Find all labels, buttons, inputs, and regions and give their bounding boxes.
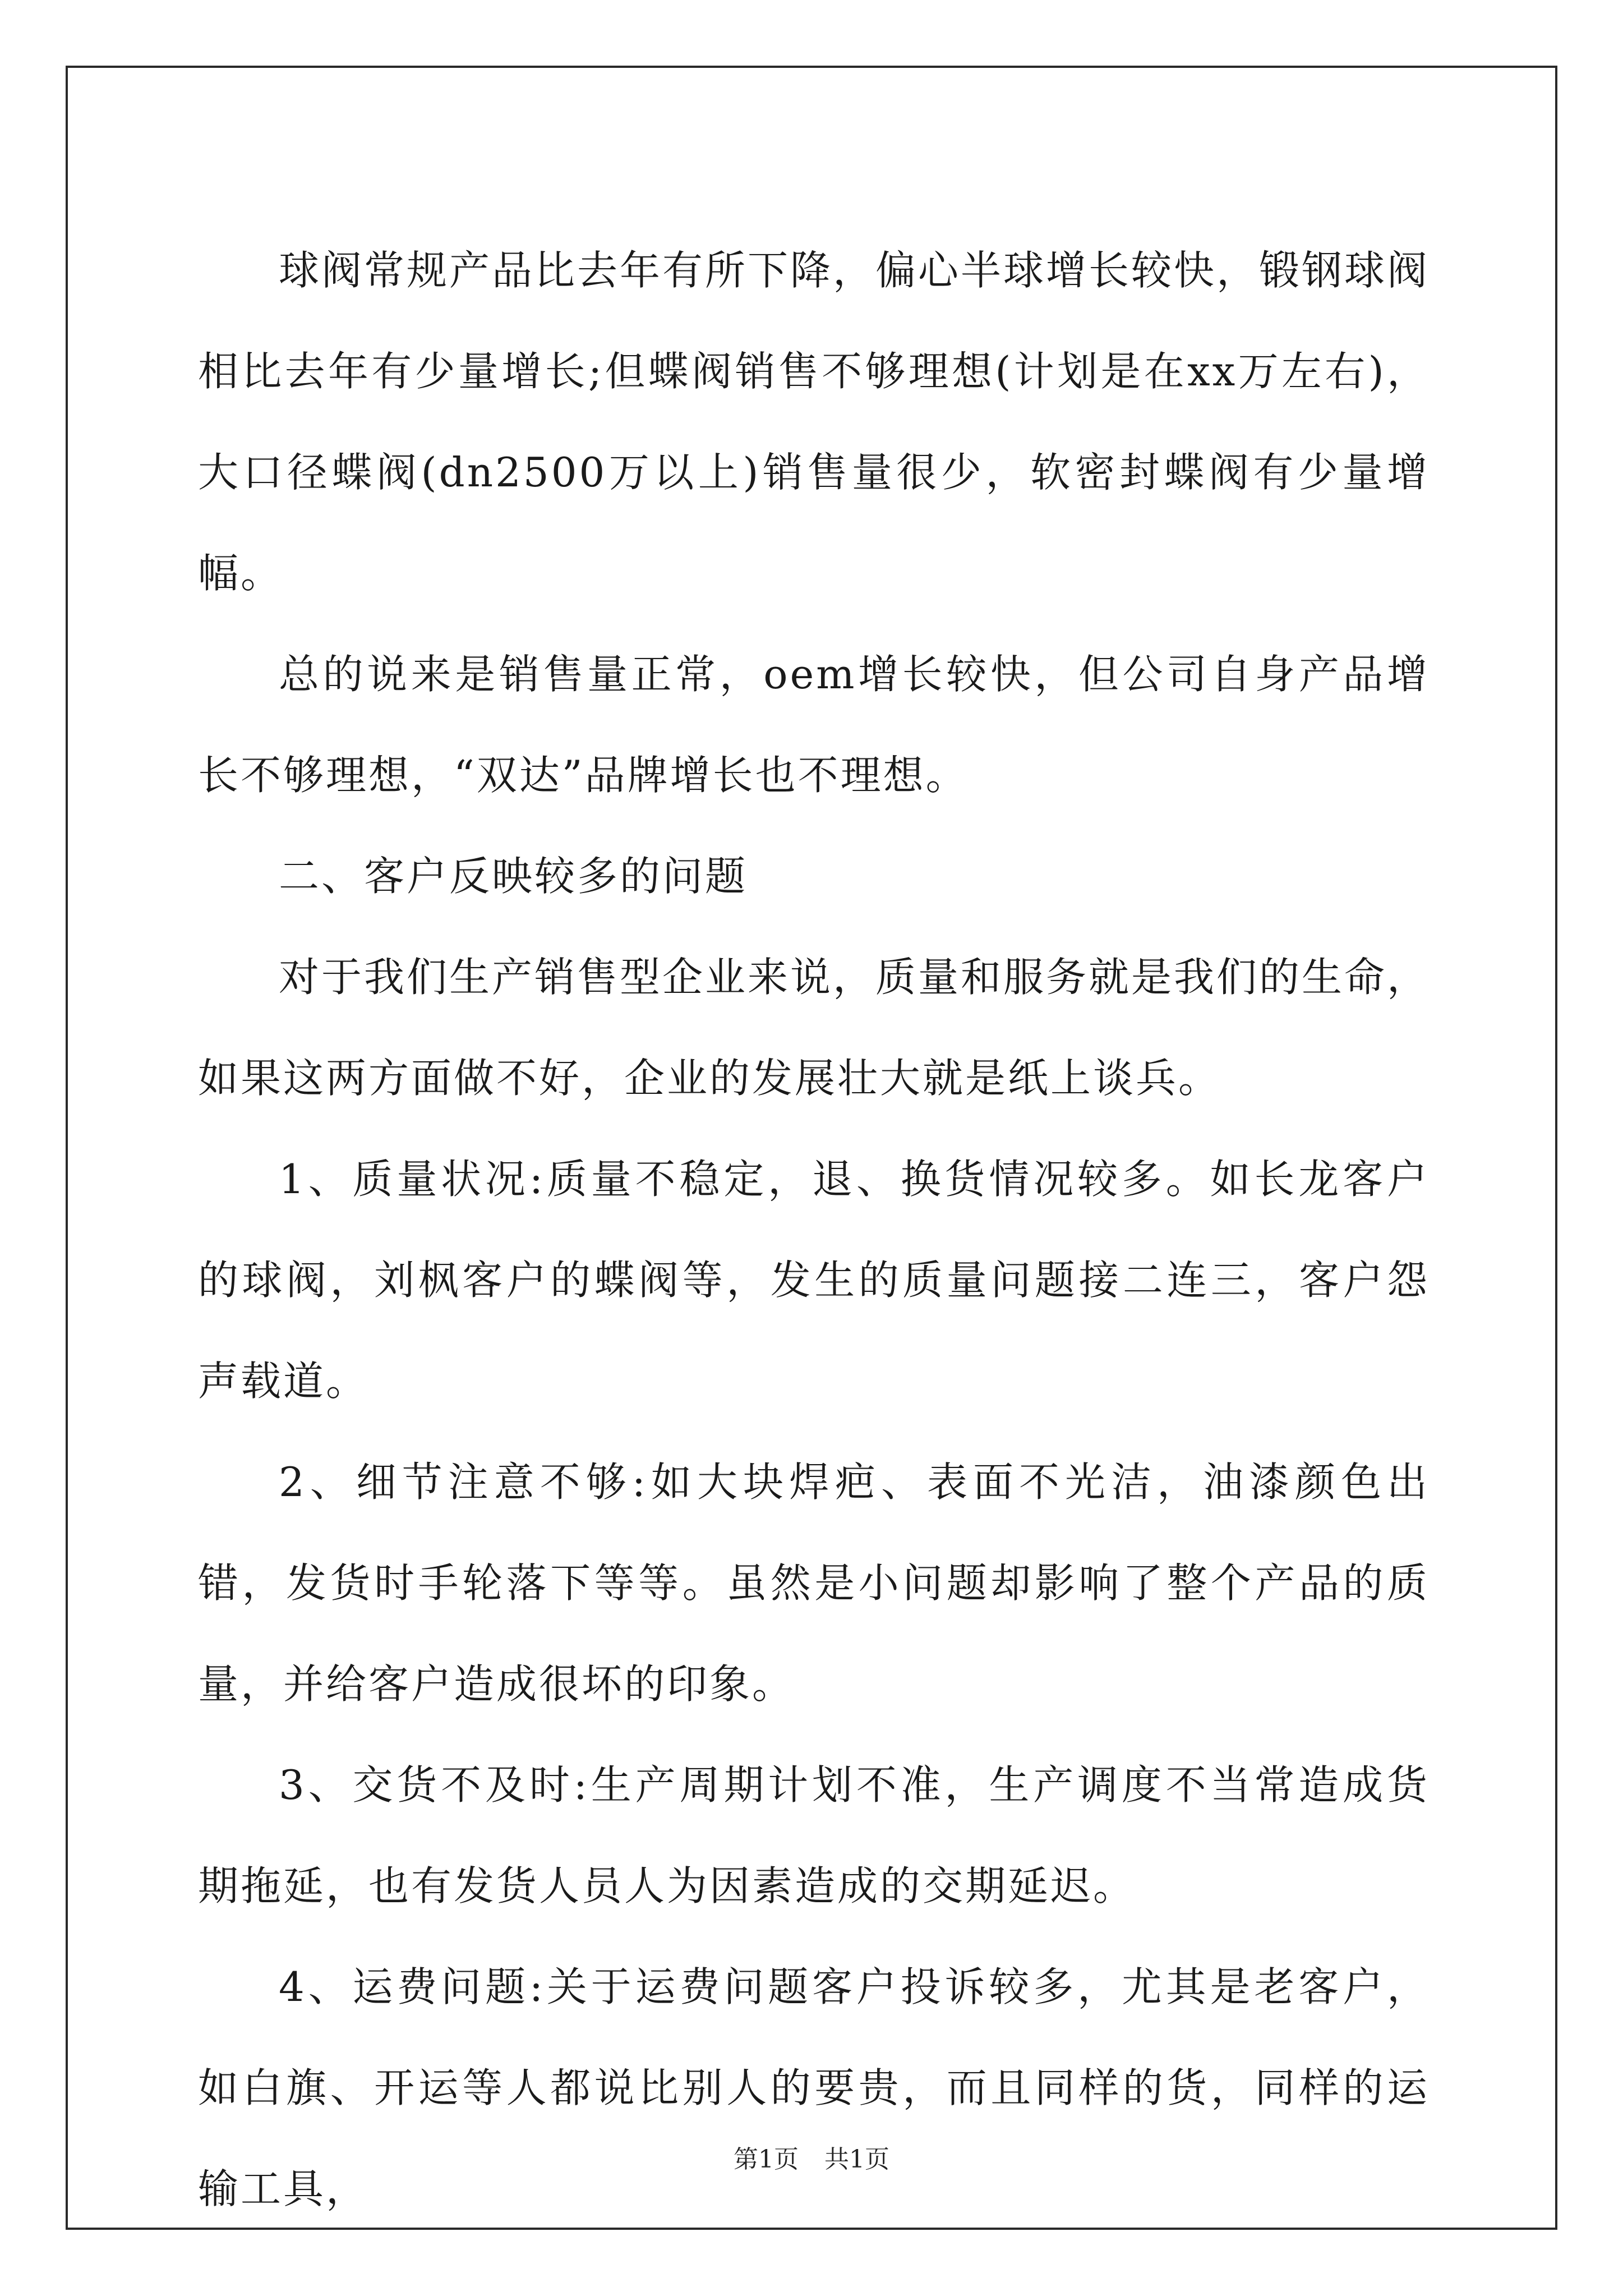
paragraph-quality-service: 对于我们生产销售型企业来说，质量和服务就是我们的生命，如果这两方面做不好，企业的发展壮大就是纸上谈兵。	[198, 954, 1430, 1102]
document-body	[198, 220, 1430, 2239]
page-total: 共1页	[824, 2145, 889, 2174]
list-item-delivery: 3、交货不及时:生产周期计划不准，生产调度不当常造成货期拖延，也有发货人员人为因素造成的交期延迟。	[198, 1761, 1430, 1910]
paragraph-valve-sales: 球阀常规产品比去年有所下降，偏心半球增长较快，锻钢球阀相比去年有少量增长;但蝶阀销售不够理想(计划是在xx万左右)，大口径蝶阀(dn2500万以上)销售量很少，软密封蝶阀有少量增幅。	[198, 247, 1430, 597]
paragraph-sales-summary: 总的说来是销售量正常，oem增长较快，但公司自身产品增长不够理想，“双达”品牌增长也不理想。	[198, 651, 1430, 799]
list-item-details: 2、细节注意不够:如大块焊疤、表面不光洁，油漆颜色出错，发货时手轮落下等等。虽然是小问题却影响了整个产品的质量，并给客户造成很坏的印象。	[198, 1458, 1430, 1708]
page-footer	[0, 2143, 1623, 2177]
list-item-quality: 1、质量状况:质量不稳定，退、换货情况较多。如长龙客户的球阀，刘枫客户的蝶阀等，发生的质量问题接二连三，客户怨声载道。	[198, 1156, 1430, 1405]
list-item-freight: 4、运费问题:关于运费问题客户投诉较多，尤其是老客户，如白旗、开运等人都说比别人的要贵，而且同样的货，同样的运输工具，	[198, 1963, 1430, 2212]
page-number: 第1页	[734, 2145, 799, 2174]
section-heading-customer-issues: 二、客户反映较多的问题	[279, 853, 748, 900]
